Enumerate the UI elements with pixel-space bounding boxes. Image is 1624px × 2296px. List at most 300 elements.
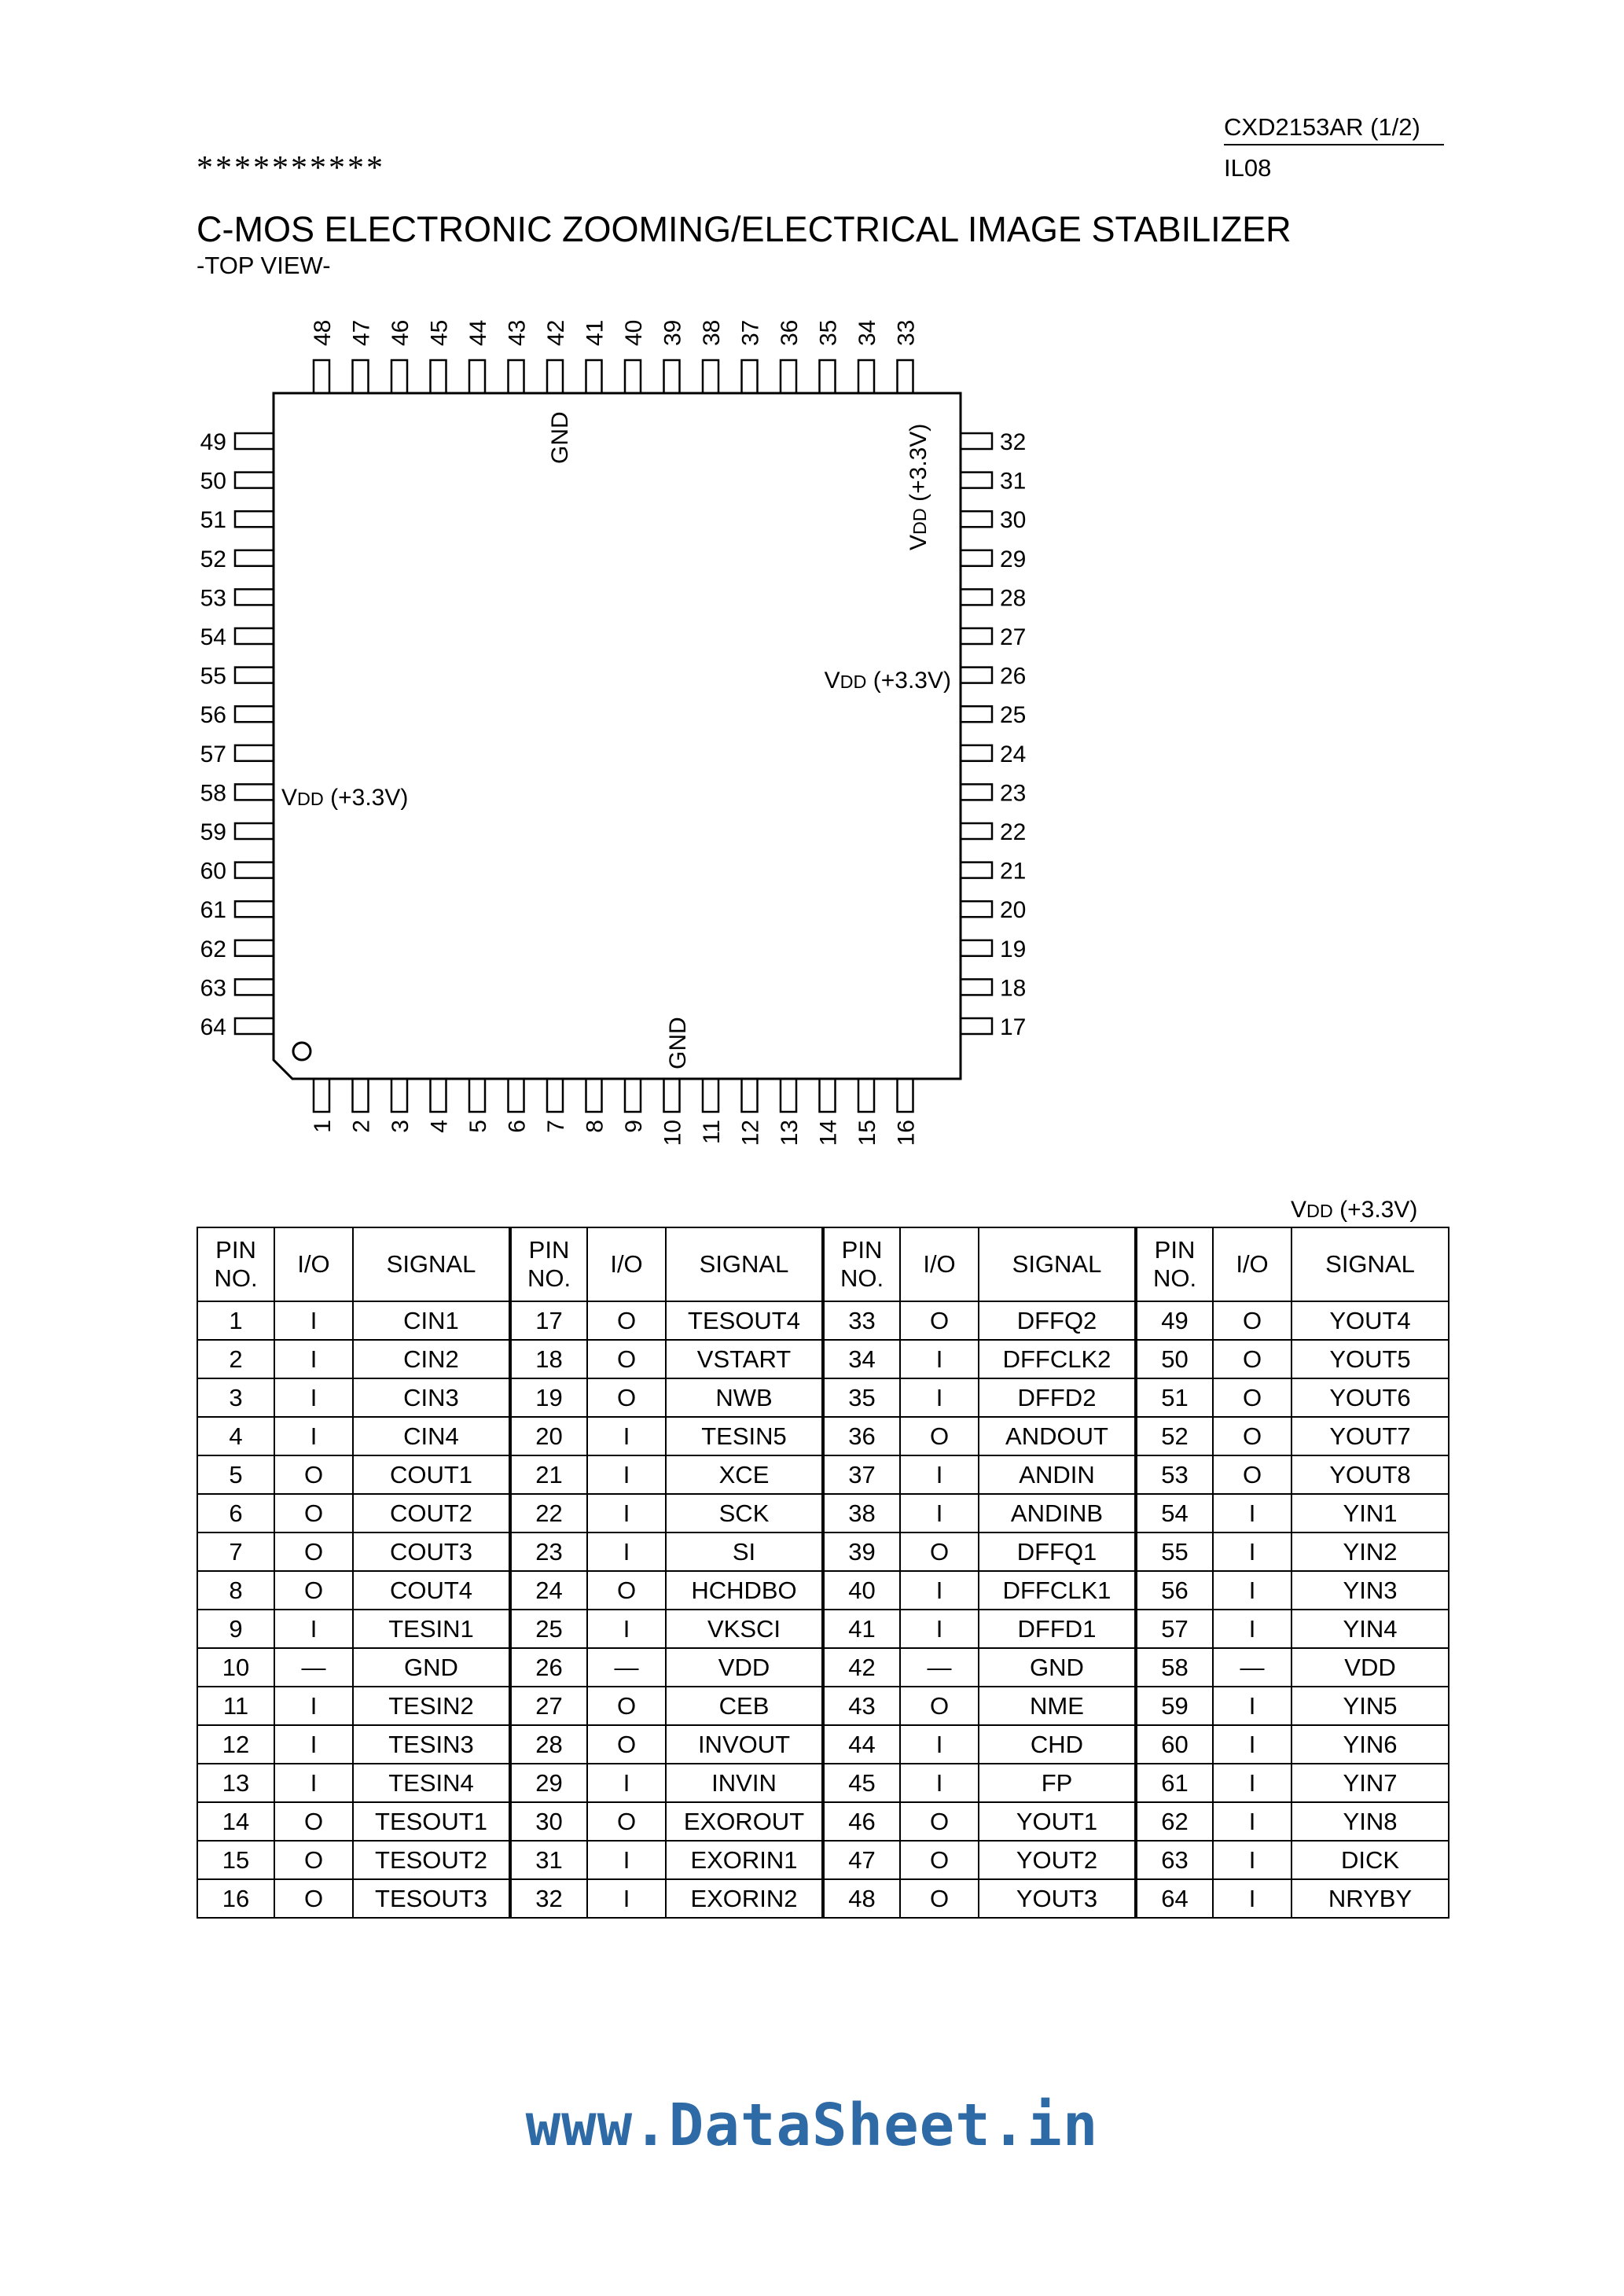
pin-lead-left xyxy=(235,706,274,722)
pin-number-bottom: 12 xyxy=(737,1120,764,1146)
table-row xyxy=(197,1764,1449,1802)
cell-pin-no: 33 xyxy=(823,1301,900,1340)
cell-pin-no: 56 xyxy=(1136,1571,1213,1610)
vdd-sub: DD xyxy=(909,508,930,535)
cell-signal: YIN6 xyxy=(1291,1725,1449,1764)
cell-io: I xyxy=(587,1610,666,1648)
cell-pin-no: 44 xyxy=(823,1725,900,1764)
vdd-top-right-label xyxy=(906,424,931,550)
pin-lead-top xyxy=(431,360,446,393)
header-pin-no xyxy=(823,1227,900,1301)
cell-io: O xyxy=(900,1802,979,1841)
pin-number-right: 18 xyxy=(1000,975,1027,1002)
pin-number-left: 53 xyxy=(200,585,226,612)
pin-lead-left xyxy=(235,863,274,878)
cell-signal: YOUT7 xyxy=(1291,1417,1449,1455)
pin-lead-right xyxy=(961,550,992,566)
cell-io: — xyxy=(900,1648,979,1687)
page-title: C-MOS ELECTRONIC ZOOMING/ELECTRICAL IMAGE STABILIZER xyxy=(197,209,1291,249)
cell-pin-no: 10 xyxy=(197,1648,274,1687)
cell-io: I xyxy=(1213,1610,1291,1648)
vdd-suffix: (+3.3V) xyxy=(1332,1197,1418,1223)
pin-lead-top xyxy=(314,360,329,393)
pin-number-top: 46 xyxy=(388,319,413,346)
header-signal: SIGNAL xyxy=(1291,1227,1449,1301)
vdd-sub: DD xyxy=(840,672,867,692)
cell-pin-no: 45 xyxy=(823,1764,900,1802)
cell-io: I xyxy=(1213,1879,1291,1918)
vdd-right-label xyxy=(825,668,951,694)
vdd-suffix: (+3.3V) xyxy=(323,785,409,811)
cell-io: O xyxy=(587,1301,666,1340)
cell-io: O xyxy=(587,1340,666,1378)
cell-signal: YOUT1 xyxy=(979,1802,1136,1841)
cell-io: I xyxy=(587,1764,666,1802)
cell-signal: DFFD1 xyxy=(979,1610,1136,1648)
pin-lead-left xyxy=(235,979,274,995)
cell-signal: INVOUT xyxy=(666,1725,823,1764)
header-signal: SIGNAL xyxy=(353,1227,510,1301)
gnd-bottom-label: GND xyxy=(665,1017,691,1069)
cell-signal: VDD xyxy=(666,1648,823,1687)
pin-group xyxy=(200,320,1027,1146)
cell-io: I xyxy=(1213,1725,1291,1764)
cell-signal: VKSCI xyxy=(666,1610,823,1648)
cell-io: O xyxy=(900,1687,979,1725)
pin-lead-top xyxy=(664,360,680,393)
pin-lead-right xyxy=(961,511,992,527)
cell-io: O xyxy=(587,1571,666,1610)
pin-number-right: 26 xyxy=(1000,663,1027,690)
pin-number-left: 56 xyxy=(200,702,226,729)
watermark: www.DataSheet.in xyxy=(525,2092,1099,2159)
pin-lead-bottom xyxy=(703,1079,718,1112)
cell-signal: YIN2 xyxy=(1291,1533,1449,1571)
cell-signal: YOUT8 xyxy=(1291,1455,1449,1494)
cell-pin-no: 52 xyxy=(1136,1417,1213,1455)
pin-lead-bottom xyxy=(586,1079,602,1112)
cell-io: I xyxy=(274,1764,353,1802)
cell-signal: TESOUT1 xyxy=(353,1802,510,1841)
pin-lead-right xyxy=(961,433,992,449)
header-signal: SIGNAL xyxy=(666,1227,823,1301)
pin-number-right: 30 xyxy=(1000,507,1027,534)
pin-number-left: 63 xyxy=(200,975,226,1002)
cell-signal: EXORIN1 xyxy=(666,1841,823,1879)
cell-pin-no: 13 xyxy=(197,1764,274,1802)
cell-io: O xyxy=(1213,1301,1291,1340)
pin-lead-left xyxy=(235,940,274,956)
cell-signal: TESIN5 xyxy=(666,1417,823,1455)
cell-io: O xyxy=(274,1455,353,1494)
pin-number-right: 19 xyxy=(1000,936,1027,962)
pin-number-left: 50 xyxy=(200,468,226,495)
cell-signal: COUT2 xyxy=(353,1494,510,1533)
cell-pin-no: 39 xyxy=(823,1533,900,1571)
pin-lead-bottom xyxy=(820,1079,836,1112)
cell-pin-no: 8 xyxy=(197,1571,274,1610)
header-io: I/O xyxy=(274,1227,353,1301)
cell-pin-no: 5 xyxy=(197,1455,274,1494)
cell-signal: TESIN4 xyxy=(353,1764,510,1802)
table-row xyxy=(197,1571,1449,1610)
pin-lead-top xyxy=(353,360,369,393)
cell-io: — xyxy=(1213,1648,1291,1687)
pin-number-right: 24 xyxy=(1000,741,1027,767)
pin-number-bottom: 8 xyxy=(582,1120,608,1133)
cell-io: I xyxy=(1213,1571,1291,1610)
pin-lead-right xyxy=(961,628,992,644)
pin-lead-bottom xyxy=(353,1079,369,1112)
cell-pin-no: 3 xyxy=(197,1378,274,1417)
pin-number-top: 47 xyxy=(348,319,375,346)
cell-signal: VDD xyxy=(1291,1648,1449,1687)
cell-io: I xyxy=(1213,1802,1291,1841)
cell-pin-no: 37 xyxy=(823,1455,900,1494)
cell-signal: TESIN2 xyxy=(353,1687,510,1725)
pin-lead-right xyxy=(961,473,992,488)
cell-signal: COUT1 xyxy=(353,1455,510,1494)
pin1-marker xyxy=(293,1043,310,1060)
pin-number-bottom: 4 xyxy=(426,1120,453,1133)
cell-pin-no: 16 xyxy=(197,1879,274,1918)
cell-signal: TESIN1 xyxy=(353,1610,510,1648)
cell-pin-no: 34 xyxy=(823,1340,900,1378)
pin-number-top: 33 xyxy=(893,319,920,346)
cell-pin-no: 40 xyxy=(823,1571,900,1610)
pin-number-bottom: 6 xyxy=(504,1120,531,1133)
pin-lead-top xyxy=(742,360,758,393)
cell-signal: GND xyxy=(353,1648,510,1687)
table-row xyxy=(197,1725,1449,1764)
header-pin-line2: NO. xyxy=(527,1264,571,1292)
header-pin-line1: PIN xyxy=(1154,1236,1196,1264)
cell-io: O xyxy=(900,1841,979,1879)
cell-io: O xyxy=(274,1841,353,1879)
pin-number-bottom: 7 xyxy=(543,1120,569,1133)
cell-signal: XCE xyxy=(666,1455,823,1494)
cell-io: I xyxy=(900,1494,979,1533)
pin-number-top: 42 xyxy=(543,319,569,346)
cell-signal: YIN1 xyxy=(1291,1494,1449,1533)
pin-lead-top xyxy=(625,360,641,393)
cell-io: I xyxy=(274,1610,353,1648)
cell-signal: TESOUT2 xyxy=(353,1841,510,1879)
pin-lead-top xyxy=(586,360,602,393)
cell-io: O xyxy=(274,1494,353,1533)
cell-io: I xyxy=(587,1533,666,1571)
table-row xyxy=(197,1687,1449,1725)
cell-pin-no: 46 xyxy=(823,1802,900,1841)
vdd-suffix: (+3.3V) xyxy=(866,668,951,694)
cell-signal: NRYBY xyxy=(1291,1879,1449,1918)
cell-io: I xyxy=(900,1764,979,1802)
header-pin-no xyxy=(1136,1227,1213,1301)
cell-signal: EXORIN2 xyxy=(666,1879,823,1918)
cell-signal: TESIN3 xyxy=(353,1725,510,1764)
pin-number-bottom: 5 xyxy=(465,1120,491,1133)
table-header-row xyxy=(197,1227,1449,1301)
pin-lead-right xyxy=(961,745,992,761)
vdd-main: V xyxy=(1291,1197,1307,1223)
cell-pin-no: 43 xyxy=(823,1687,900,1725)
vdd-sub: DD xyxy=(297,789,324,809)
cell-pin-no: 25 xyxy=(510,1610,587,1648)
header-pin-no xyxy=(510,1227,587,1301)
pin-number-top: 35 xyxy=(815,319,842,346)
pin-number-left: 51 xyxy=(200,507,226,534)
pin-number-right: 20 xyxy=(1000,897,1027,924)
cell-pin-no: 53 xyxy=(1136,1455,1213,1494)
header-pin-no xyxy=(197,1227,274,1301)
pin-lead-top xyxy=(858,360,874,393)
pin-lead-bottom xyxy=(431,1079,446,1112)
pin-lead-bottom xyxy=(858,1079,874,1112)
vdd-sub: DD xyxy=(1306,1201,1333,1221)
pin-number-bottom: 9 xyxy=(621,1120,647,1133)
cell-io: I xyxy=(1213,1841,1291,1879)
cell-io: I xyxy=(274,1340,353,1378)
pin-lead-bottom xyxy=(314,1079,329,1112)
cell-signal: DFFCLK1 xyxy=(979,1571,1136,1610)
table-row xyxy=(197,1417,1449,1455)
cell-pin-no: 26 xyxy=(510,1648,587,1687)
cell-pin-no: 28 xyxy=(510,1725,587,1764)
pin-number-left: 54 xyxy=(200,624,226,650)
cell-pin-no: 35 xyxy=(823,1378,900,1417)
cell-pin-no: 4 xyxy=(197,1417,274,1455)
cell-pin-no: 47 xyxy=(823,1841,900,1879)
cell-io: O xyxy=(587,1725,666,1764)
table-row xyxy=(197,1340,1449,1378)
pin-number-bottom: 16 xyxy=(893,1120,920,1146)
pin-number-top: 45 xyxy=(426,319,453,346)
cell-signal: CEB xyxy=(666,1687,823,1725)
pin-number-bottom: 3 xyxy=(388,1120,413,1133)
document-code: IL08 xyxy=(1224,154,1272,182)
cell-pin-no: 31 xyxy=(510,1841,587,1879)
cell-signal: GND xyxy=(979,1648,1136,1687)
cell-signal: ANDINB xyxy=(979,1494,1136,1533)
vdd-note xyxy=(1291,1197,1417,1223)
cell-signal: INVIN xyxy=(666,1764,823,1802)
pin-number-right: 27 xyxy=(1000,624,1027,650)
header-io: I/O xyxy=(587,1227,666,1301)
cell-signal: YOUT5 xyxy=(1291,1340,1449,1378)
pin-number-right: 23 xyxy=(1000,780,1027,807)
header-pin-line2: NO. xyxy=(214,1264,258,1292)
pin-number-right: 28 xyxy=(1000,585,1027,612)
cell-signal: CIN2 xyxy=(353,1340,510,1378)
pin-number-left: 61 xyxy=(200,897,226,924)
pin-number-left: 58 xyxy=(200,780,226,807)
vdd-main: V xyxy=(906,534,931,550)
cell-signal: YOUT3 xyxy=(979,1879,1136,1918)
pin-lead-left xyxy=(235,745,274,761)
cell-signal: CIN4 xyxy=(353,1417,510,1455)
pin-number-left: 55 xyxy=(200,663,226,690)
pin-lead-top xyxy=(781,360,796,393)
cell-signal: COUT4 xyxy=(353,1571,510,1610)
cell-io: — xyxy=(274,1648,353,1687)
cell-io: O xyxy=(274,1802,353,1841)
cell-io: O xyxy=(1213,1378,1291,1417)
cell-pin-no: 57 xyxy=(1136,1610,1213,1648)
table-row xyxy=(197,1378,1449,1417)
cell-io: I xyxy=(900,1340,979,1378)
pin-lead-right xyxy=(961,979,992,995)
cell-signal: YOUT2 xyxy=(979,1841,1136,1879)
cell-pin-no: 41 xyxy=(823,1610,900,1648)
stars-mark: ********** xyxy=(197,150,385,186)
pin-number-right: 21 xyxy=(1000,858,1027,885)
cell-io: — xyxy=(587,1648,666,1687)
cell-io: I xyxy=(1213,1494,1291,1533)
pin-lead-bottom xyxy=(469,1079,485,1112)
pin-number-top: 43 xyxy=(504,319,531,346)
pin-lead-left xyxy=(235,433,274,449)
cell-signal: ANDIN xyxy=(979,1455,1136,1494)
cell-io: I xyxy=(900,1378,979,1417)
cell-io: O xyxy=(587,1687,666,1725)
pin-lead-bottom xyxy=(781,1079,796,1112)
pin-lead-top xyxy=(547,360,563,393)
cell-io: O xyxy=(274,1533,353,1571)
pin-number-left: 49 xyxy=(200,429,226,455)
table-row xyxy=(197,1841,1449,1879)
cell-pin-no: 7 xyxy=(197,1533,274,1571)
cell-signal: CHD xyxy=(979,1725,1136,1764)
cell-io: I xyxy=(274,1301,353,1340)
vdd-main: V xyxy=(824,668,840,694)
pin-number-left: 57 xyxy=(200,741,226,767)
pin-number-left: 59 xyxy=(200,819,226,845)
cell-io: O xyxy=(587,1802,666,1841)
pin-lead-right xyxy=(961,901,992,917)
pin-lead-left xyxy=(235,1018,274,1034)
cell-pin-no: 14 xyxy=(197,1802,274,1841)
cell-signal: DFFQ1 xyxy=(979,1533,1136,1571)
cell-signal: FP xyxy=(979,1764,1136,1802)
cell-io: O xyxy=(274,1571,353,1610)
pin-lead-top xyxy=(509,360,524,393)
table-body xyxy=(197,1301,1449,1918)
pin-number-right: 17 xyxy=(1000,1014,1027,1040)
cell-pin-no: 20 xyxy=(510,1417,587,1455)
table-row xyxy=(197,1533,1449,1571)
cell-pin-no: 38 xyxy=(823,1494,900,1533)
cell-signal: YIN4 xyxy=(1291,1610,1449,1648)
pin-lead-top xyxy=(820,360,836,393)
cell-pin-no: 55 xyxy=(1136,1533,1213,1571)
table-row xyxy=(197,1494,1449,1533)
pin-number-bottom: 2 xyxy=(348,1120,375,1133)
pin-lead-right xyxy=(961,668,992,683)
pin-lead-right xyxy=(961,589,992,605)
cell-signal: NWB xyxy=(666,1378,823,1417)
cell-pin-no: 48 xyxy=(823,1879,900,1918)
pin-number-right: 31 xyxy=(1000,468,1027,495)
cell-signal: VSTART xyxy=(666,1340,823,1378)
cell-pin-no: 11 xyxy=(197,1687,274,1725)
cell-pin-no: 29 xyxy=(510,1764,587,1802)
cell-signal: NME xyxy=(979,1687,1136,1725)
pin-number-right: 29 xyxy=(1000,546,1027,572)
cell-signal: ANDOUT xyxy=(979,1417,1136,1455)
cell-signal: COUT3 xyxy=(353,1533,510,1571)
header-pin-line1: PIN xyxy=(528,1236,570,1264)
pin-number-bottom: 1 xyxy=(310,1120,336,1133)
cell-io: O xyxy=(274,1879,353,1918)
cell-signal: TESOUT4 xyxy=(666,1301,823,1340)
pin-lead-right xyxy=(961,823,992,839)
cell-signal: YOUT4 xyxy=(1291,1301,1449,1340)
vdd-suffix: (+3.3V) xyxy=(906,423,931,509)
pin-lead-right xyxy=(961,1018,992,1034)
cell-io: I xyxy=(587,1455,666,1494)
part-number: CXD2153AR (1/2) xyxy=(1224,113,1444,145)
header-io: I/O xyxy=(1213,1227,1291,1301)
cell-pin-no: 22 xyxy=(510,1494,587,1533)
pin-lead-left xyxy=(235,511,274,527)
cell-pin-no: 58 xyxy=(1136,1648,1213,1687)
cell-signal: DFFD2 xyxy=(979,1378,1136,1417)
pin-number-bottom: 13 xyxy=(777,1120,803,1146)
cell-pin-no: 32 xyxy=(510,1879,587,1918)
cell-io: I xyxy=(587,1494,666,1533)
cell-signal: HCHDBO xyxy=(666,1571,823,1610)
header-pin-line2: NO. xyxy=(1152,1264,1197,1292)
cell-pin-no: 62 xyxy=(1136,1802,1213,1841)
pin-number-left: 62 xyxy=(200,936,226,962)
pin-number-right: 22 xyxy=(1000,819,1027,845)
pin-number-bottom: 11 xyxy=(699,1120,725,1145)
header-signal: SIGNAL xyxy=(979,1227,1136,1301)
cell-pin-no: 49 xyxy=(1136,1301,1213,1340)
pin-number-bottom: 14 xyxy=(815,1120,842,1146)
cell-io: O xyxy=(900,1533,979,1571)
vdd-main: V xyxy=(281,785,298,811)
cell-io: I xyxy=(900,1725,979,1764)
pin-number-top: 38 xyxy=(699,319,725,346)
pin-lead-bottom xyxy=(625,1079,641,1112)
cell-io: O xyxy=(1213,1340,1291,1378)
cell-io: O xyxy=(587,1378,666,1417)
pin-lead-right xyxy=(961,940,992,956)
cell-io: I xyxy=(587,1841,666,1879)
cell-pin-no: 42 xyxy=(823,1648,900,1687)
cell-io: I xyxy=(587,1417,666,1455)
pin-lead-bottom xyxy=(664,1079,680,1112)
cell-signal: SCK xyxy=(666,1494,823,1533)
pin-number-left: 52 xyxy=(200,546,226,572)
cell-io: O xyxy=(1213,1455,1291,1494)
cell-signal: SI xyxy=(666,1533,823,1571)
cell-io: I xyxy=(274,1687,353,1725)
pin-number-top: 40 xyxy=(621,319,647,346)
pin-lead-top xyxy=(469,360,485,393)
pin-lead-left xyxy=(235,589,274,605)
cell-io: I xyxy=(1213,1764,1291,1802)
cell-pin-no: 63 xyxy=(1136,1841,1213,1879)
cell-signal: CIN3 xyxy=(353,1378,510,1417)
pin-lead-bottom xyxy=(391,1079,407,1112)
cell-io: I xyxy=(274,1725,353,1764)
cell-pin-no: 24 xyxy=(510,1571,587,1610)
cell-io: O xyxy=(900,1301,979,1340)
pin-lead-bottom xyxy=(509,1079,524,1112)
pin-lead-bottom xyxy=(547,1079,563,1112)
